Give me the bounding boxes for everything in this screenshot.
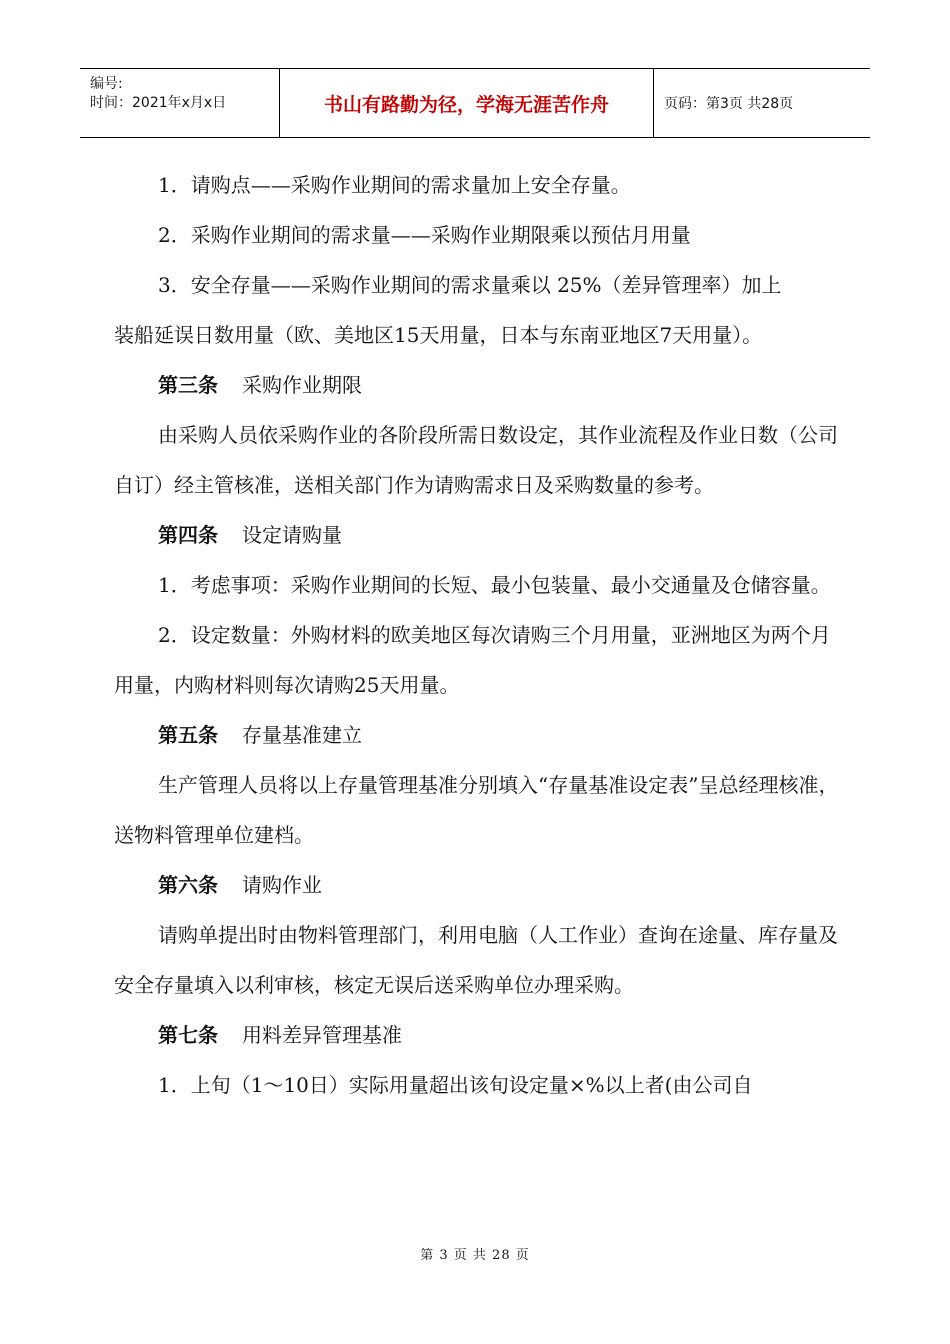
article-number: 第六条 [158,873,218,897]
header-motto: 书山有路勤为径，学海无涯苦作舟 [280,69,654,137]
article-heading-7 [114,1010,844,1060]
paragraph: 由采购人员依采购作业的各阶段所需日数设定，其作业流程及作业日数（公司自订）经主管核准，送相关部门作为请购需求日及采购数量的参考。 [114,423,838,497]
paragraph: 1．考虑事项：采购作业期间的长短、最小包装量、最小交通量及仓储容量。 [158,573,831,597]
paragraph: 生产管理人员将以上存量管理基准分别填入“存量基准设定表”呈总经理核准，送物料管理单位建档。 [114,773,839,847]
article-number: 第五条 [158,723,218,747]
article-number: 第七条 [158,1023,218,1047]
article-number: 第三条 [158,373,218,397]
page-header [80,68,870,138]
document-date-label: 时间：2021年x月x日 [90,95,227,111]
page-footer: 第 3 页 共 28 页 [420,1248,530,1263]
paragraph: 1．请购点——采购作业期间的需求量加上安全存量。 [158,173,631,197]
article-title: 用料差异管理基准 [242,1023,402,1047]
article-title: 请购作业 [242,873,322,897]
document-number-label: 编号: [90,76,123,92]
paragraph: 2．采购作业期间的需求量——采购作业期限乘以预估月用量 [158,223,691,247]
header-page-info: 页码：第3页 共28页 [664,96,794,112]
article-heading-5 [114,710,844,760]
article-heading-6 [114,860,844,910]
paragraph: 2．设定数量：外购材料的欧美地区每次请购三个月用量，亚洲地区为两个月用量，内购材料则每次请购25天用量。 [114,623,831,697]
paragraph: 3．安全存量——采购作业期间的需求量乘以 25%（差异管理率）加上 [158,273,782,297]
paragraph: 1．上旬（1～10日）实际用量超出该旬设定量×%以上者(由公司自 [158,1073,753,1097]
article-title: 存量基准建立 [242,723,362,747]
document-body [114,160,844,1110]
paragraph: 请购单提出时由物料管理部门，利用电脑（人工作业）查询在途量、库存量及安全存量填入以利审核，核定无误后送采购单位办理采购。 [114,923,838,997]
article-title: 设定请购量 [242,523,342,547]
paragraph-continuation: 装船延误日数用量（欧、美地区15天用量，日本与东南亚地区7天用量）。 [114,323,763,347]
article-heading-4 [114,510,844,560]
header-meta [80,69,280,137]
article-heading-3 [114,360,844,410]
article-title: 采购作业期限 [242,373,362,397]
article-number: 第四条 [158,523,218,547]
